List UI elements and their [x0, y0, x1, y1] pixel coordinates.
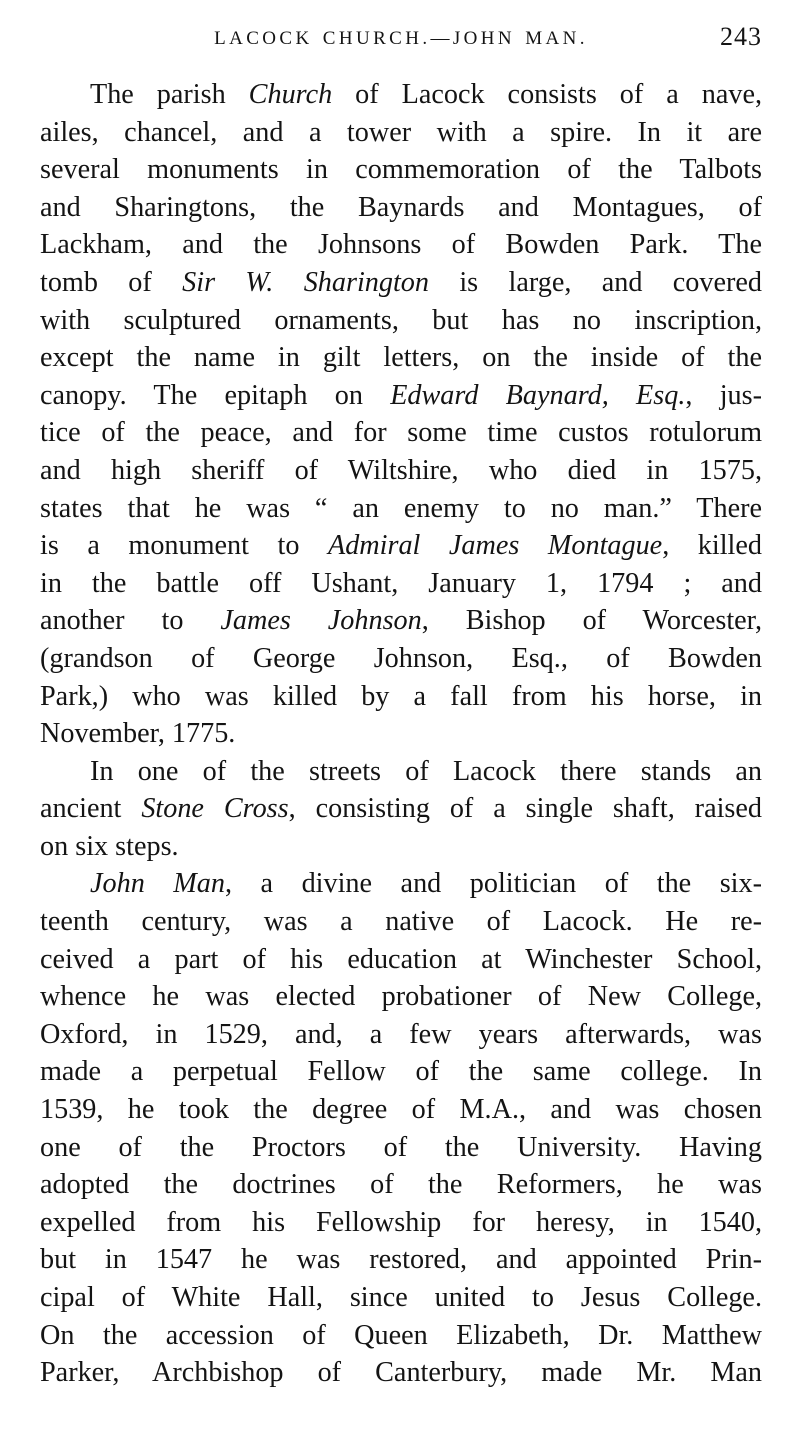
text-run: several monuments in commemoration of the Talbots — [40, 154, 762, 186]
text-line — [40, 978, 762, 1016]
text-run: with sculptured ornaments, but has no inscription, — [40, 304, 762, 336]
text-line — [40, 753, 762, 791]
text-line — [40, 302, 762, 340]
text-run: teenth century, was a native of Lacock. He re- — [40, 906, 762, 938]
text-run: (grandson of George Johnson, Esq., of Bowden — [40, 642, 762, 674]
text-line — [40, 1354, 762, 1392]
text-run: canopy. The epitaph on — [40, 379, 391, 411]
text-run: and high sheriff of Wiltshire, who died in 1575, — [40, 454, 762, 486]
text-run: is large, and covered — [428, 266, 762, 298]
text-line — [40, 602, 762, 640]
text-line — [40, 790, 762, 828]
text-run: adopted the doctrines of the Reformers, he was — [40, 1169, 762, 1201]
text-run: expelled from his Fellowship for heresy, in 1540, — [40, 1206, 762, 1238]
text-line — [40, 1317, 762, 1355]
text-run: ailes, chancel, and a tower with a spire. In it are — [40, 116, 762, 148]
text-run: ancient — [40, 793, 142, 825]
text-run: On the accession of Queen Elizabeth, Dr. Matthew — [40, 1319, 762, 1351]
paragraph — [40, 76, 762, 753]
text-run: but in 1547 he was restored, and appointed Prin- — [40, 1244, 762, 1276]
text-run: In one of the streets of Lacock there stands an — [90, 755, 762, 787]
text-run: on six steps. — [40, 830, 179, 862]
text-line — [40, 490, 762, 528]
paragraph — [40, 753, 762, 866]
page-header — [40, 22, 762, 56]
text-line — [40, 1016, 762, 1054]
text-run: Parker, Archbishop of Canterbury, made Mr. Man — [40, 1357, 762, 1389]
text-run: , consisting of a single shaft, raised — [288, 793, 762, 825]
text-run: , a divine and politician of the six- — [224, 868, 762, 900]
text-run: is a monument to — [40, 530, 328, 562]
text-line — [40, 678, 762, 716]
text-run: and Sharingtons, the Baynards and Montagues, of — [40, 191, 762, 223]
text-run: made a perpetual Fellow of the same college. In — [40, 1056, 762, 1088]
text-run: tomb of — [40, 266, 183, 298]
italic-text: John Man — [90, 868, 225, 900]
text-line — [40, 264, 762, 302]
text-run: in the battle off Ushant, January 1, 1794 ; and — [40, 567, 762, 599]
text-line — [40, 114, 762, 152]
text-line — [40, 1129, 762, 1167]
text-run: Oxford, in 1529, and, a few years afterwards, was — [40, 1018, 762, 1050]
italic-text: Stone Cross — [141, 793, 289, 825]
paragraph — [40, 865, 762, 1391]
text-run: Lackham, and the Johnsons of Bowden Park. The — [40, 229, 762, 261]
text-run: , killed — [662, 530, 762, 562]
text-run: one of the Proctors of the University. Having — [40, 1131, 762, 1163]
text-line — [40, 1279, 762, 1317]
text-line — [40, 339, 762, 377]
text-line — [40, 151, 762, 189]
text-run: ceived a part of his education at Winchester School, — [40, 943, 762, 975]
text-line — [40, 640, 762, 678]
text-run: , Bishop of Worcester, — [421, 605, 762, 637]
italic-text: Church — [248, 79, 333, 110]
text-run: tice of the peace, and for some time custos rotulorum — [40, 417, 762, 449]
italic-text: Sir W. Sharington — [182, 266, 429, 298]
text-run: The parish — [90, 79, 249, 110]
text-run: November, 1775. — [40, 718, 236, 750]
text-run: cipal of White Hall, since united to Jesus College. — [40, 1282, 762, 1313]
text-line — [40, 903, 762, 941]
text-line — [40, 1204, 762, 1242]
italic-text: Admiral James Montague — [327, 530, 663, 562]
body-text — [40, 76, 762, 1392]
text-run: whence he was elected probationer of New College, — [40, 981, 762, 1013]
text-run: another to — [40, 605, 221, 637]
text-run: , jus- — [685, 379, 762, 411]
text-run: of Lacock consists of a nave, — [332, 79, 762, 110]
text-run: 1539, he took the degree of M.A., and was chosen — [40, 1094, 762, 1126]
text-line — [40, 715, 762, 753]
text-line — [40, 76, 762, 114]
text-line — [40, 565, 762, 603]
text-line — [40, 527, 762, 565]
text-line — [40, 1166, 762, 1204]
italic-text: James Johnson — [220, 605, 422, 637]
text-line — [40, 1091, 762, 1129]
text-line — [40, 377, 762, 415]
text-line — [40, 452, 762, 490]
text-line — [40, 865, 762, 903]
text-line — [40, 828, 762, 866]
text-run: Park,) who was killed by a fall from his horse, in — [40, 680, 762, 712]
text-line — [40, 941, 762, 979]
text-line — [40, 189, 762, 227]
page-number: 243 — [720, 22, 762, 51]
text-line — [40, 226, 762, 264]
text-line — [40, 1053, 762, 1091]
text-run: except the name in gilt letters, on the inside of the — [40, 342, 762, 374]
text-line — [40, 414, 762, 452]
text-line — [40, 1241, 762, 1279]
italic-text: Edward Baynard, Esq. — [390, 379, 686, 411]
running-title: LACOCK CHURCH.—JOHN MAN. — [214, 28, 588, 49]
text-run: states that he was “ an enemy to no man.” There — [40, 492, 762, 524]
